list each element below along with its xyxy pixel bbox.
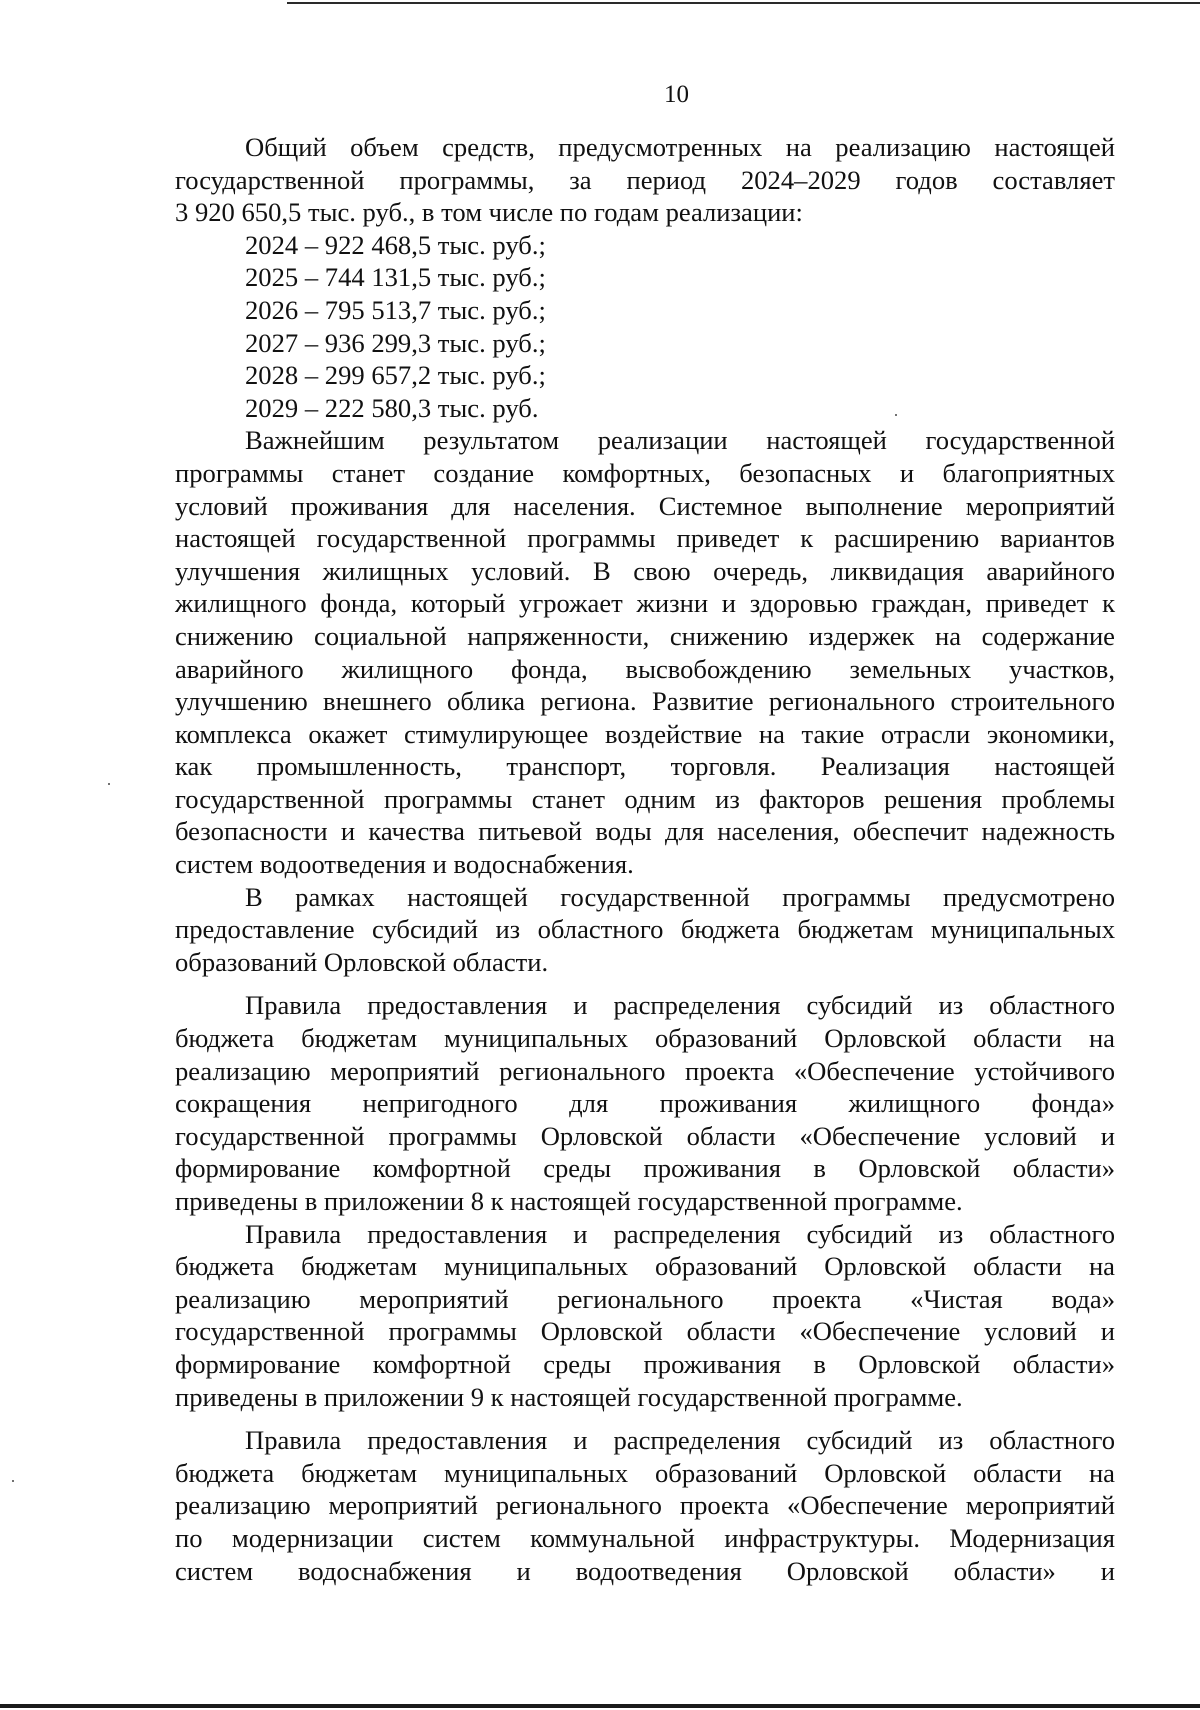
text-line: по модернизации систем коммунальной инфраструктуры. Модернизация xyxy=(175,1522,1115,1553)
text-line: бюджета бюджетам муниципальных образований Орловской области на xyxy=(175,1457,1115,1488)
scan-speck xyxy=(12,1480,14,1482)
text-line: снижению социальной напряженности, снижению издержек на содержание xyxy=(175,620,1115,651)
paragraph-rules-modernization xyxy=(175,1424,1115,1587)
text-line: государственной программы Орловской области «Обеспечение условий и xyxy=(175,1120,1115,1151)
paragraph-rules-appendix-8 xyxy=(175,989,1115,1217)
bottom-scan-edge xyxy=(0,1704,1200,1708)
text-line: Правила предоставления и распределения субсидий из областного xyxy=(245,990,1115,1021)
text-line: сокращения непригодного для проживания жилищного фонда» xyxy=(175,1088,1115,1119)
text-line: бюджета бюджетам муниципальных образований Орловской области на xyxy=(175,1023,1115,1054)
text-line: образований Орловской области. xyxy=(175,946,549,977)
text-line: Общий объем средств, предусмотренных на реализацию настоящей xyxy=(245,132,1115,162)
text-line: условий проживания для населения. Системное выполнение мероприятий xyxy=(175,490,1115,521)
paragraph-rules-appendix-9 xyxy=(175,1218,1115,1414)
paragraph-expected-results xyxy=(175,424,1115,880)
text-line: улучшения жилищных условий. В свою очередь, ликвидация аварийного xyxy=(175,555,1115,586)
text-line: комплекса окажет стимулирующее воздействие на такие отрасли экономики, xyxy=(175,718,1115,749)
scan-speck xyxy=(108,783,110,785)
text-line: как промышленность, транспорт, торговля. Реализация настоящей xyxy=(175,751,1115,782)
list-item: 2027 – 936 299,3 тыс. руб.; xyxy=(245,327,546,358)
text-line: государственной программы станет одним из факторов решения проблемы xyxy=(175,783,1115,814)
text-line: Важнейшим результатом реализации настоящей государственной xyxy=(245,425,1115,456)
page-number: 10 xyxy=(664,81,689,108)
text-line: программы станет создание комфортных, безопасных и благоприятных xyxy=(175,457,1115,488)
text-line: формирование комфортной среды проживания в Орловской области» xyxy=(175,1348,1115,1379)
scan-speck xyxy=(895,414,897,416)
text-line: реализацию мероприятий регионального проекта «Обеспечение устойчивого xyxy=(175,1055,1115,1086)
text-line: настоящей государственной программы приведет к расширению вариантов xyxy=(175,523,1115,554)
text-line: предоставление субсидий из областного бюджета бюджетам муниципальных xyxy=(175,914,1115,945)
paragraph-subsidies xyxy=(175,881,1115,979)
document-body xyxy=(175,131,1115,1587)
text-line: улучшению внешнего облика региона. Развитие регионального строительного xyxy=(175,686,1115,717)
funding-by-year-list xyxy=(175,229,1115,425)
text-line: 3 920 650,5 тыс. руб., в том числе по годам реализации: xyxy=(175,197,803,228)
text-line: Правила предоставления и распределения субсидий из областного xyxy=(245,1425,1115,1456)
list-item: 2028 – 299 657,2 тыс. руб.; xyxy=(245,360,546,391)
text-line: государственной программы, за период 2024–2029 годов составляет xyxy=(175,164,1115,195)
text-line: реализацию мероприятий регионального проекта «Обеспечение мероприятий xyxy=(175,1490,1115,1521)
list-item: 2029 – 222 580,3 тыс. руб. xyxy=(245,392,539,423)
paragraph-funding-total xyxy=(175,131,1115,229)
text-line: приведены в приложении 8 к настоящей государственной программе. xyxy=(175,1186,963,1216)
text-line: систем водоснабжения и водоотведения Орловской области» и xyxy=(175,1555,1115,1586)
text-line: жилищного фонда, который угрожает жизни и здоровью граждан, приведет к xyxy=(175,588,1115,619)
text-line: аварийного жилищного фонда, высвобождению земельных участков, xyxy=(175,653,1115,684)
text-line: государственной программы Орловской области «Обеспечение условий и xyxy=(175,1316,1115,1347)
text-line: бюджета бюджетам муниципальных образований Орловской области на xyxy=(175,1251,1115,1282)
list-item: 2026 – 795 513,7 тыс. руб.; xyxy=(245,294,546,325)
text-line: безопасности и качества питьевой воды для населения, обеспечит надежность xyxy=(175,816,1115,847)
text-line: Правила предоставления и распределения субсидий из областного xyxy=(245,1218,1115,1249)
text-line: систем водоотведения и водоснабжения. xyxy=(175,849,634,880)
list-item: 2025 – 744 131,5 тыс. руб.; xyxy=(245,262,546,293)
top-scan-edge xyxy=(287,2,1200,4)
list-item: 2024 – 922 468,5 тыс. руб.; xyxy=(245,229,546,260)
text-line: реализацию мероприятий регионального проекта «Чистая вода» xyxy=(175,1283,1115,1314)
text-line: В рамках настоящей государственной программы предусмотрено xyxy=(245,881,1115,912)
text-line: формирование комфортной среды проживания в Орловской области» xyxy=(175,1153,1115,1184)
text-line: приведены в приложении 9 к настоящей государственной программе. xyxy=(175,1381,963,1412)
